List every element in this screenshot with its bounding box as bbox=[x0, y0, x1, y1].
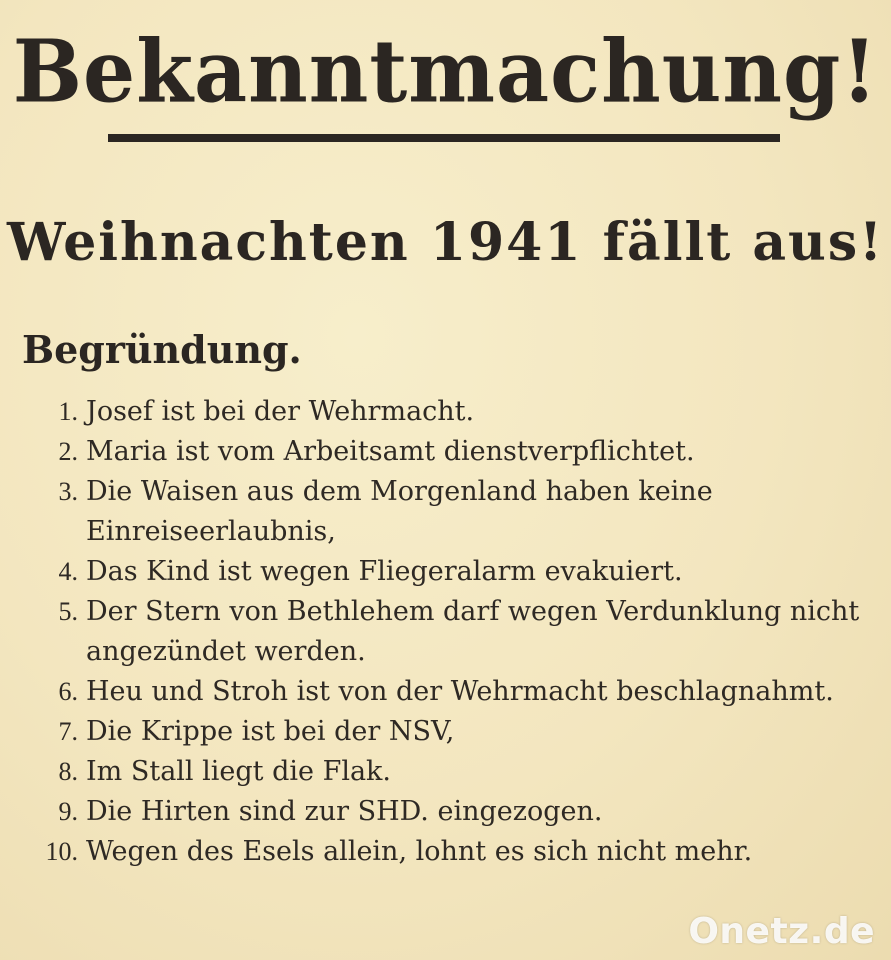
list-item-text: Die Krippe ist bei der NSV, bbox=[86, 716, 455, 747]
list-item-number: 9. bbox=[58, 797, 78, 826]
list-item bbox=[20, 552, 870, 592]
list-item bbox=[20, 832, 870, 872]
title-underline bbox=[108, 134, 780, 142]
document-subtitle: Weihnachten 1941 fällt aus! bbox=[7, 212, 884, 273]
list-item-text: Die Hirten sind zur SHD. eingezogen. bbox=[86, 796, 603, 827]
list-item-number: 4. bbox=[58, 557, 78, 586]
list-item-text: Die Waisen aus dem Morgenland haben keine Einreiseerlaubnis, bbox=[86, 476, 713, 547]
list-item-number: 5. bbox=[58, 597, 78, 626]
reasons-heading: Begründung. bbox=[22, 327, 302, 372]
reasons-list bbox=[20, 392, 870, 872]
list-item-text: Das Kind ist wegen Fliegeralarm evakuiert. bbox=[86, 556, 683, 587]
list-item-number: 10. bbox=[45, 837, 78, 866]
list-item-number: 8. bbox=[58, 757, 78, 786]
list-item bbox=[20, 712, 870, 752]
list-item-text: Wegen des Esels allein, lohnt es sich nicht mehr. bbox=[86, 836, 753, 867]
document-title: Bekanntmachung! bbox=[12, 21, 879, 123]
list-item-text: Josef ist bei der Wehrmacht. bbox=[86, 396, 475, 427]
list-item bbox=[20, 752, 870, 792]
list-item-number: 2. bbox=[58, 437, 78, 466]
list-item bbox=[20, 592, 870, 672]
list-item-number: 1. bbox=[58, 397, 78, 426]
list-item bbox=[20, 392, 870, 432]
list-item bbox=[20, 672, 870, 712]
list-item bbox=[20, 792, 870, 832]
list-item-text: Der Stern von Bethlehem darf wegen Verdunklung nicht angezündet werden. bbox=[86, 596, 860, 667]
list-item-number: 7. bbox=[58, 717, 78, 746]
onetz-watermark: Onetz.de bbox=[688, 911, 875, 952]
list-item-number: 3. bbox=[58, 477, 78, 506]
list-item-text: Heu und Stroh ist von der Wehrmacht beschlagnahmt. bbox=[86, 676, 834, 707]
list-item-text: Im Stall liegt die Flak. bbox=[86, 756, 392, 787]
list-item bbox=[20, 472, 870, 552]
list-item-text: Maria ist vom Arbeitsamt dienstverpflichtet. bbox=[86, 436, 695, 467]
list-item-number: 6. bbox=[58, 677, 78, 706]
list-item bbox=[20, 432, 870, 472]
